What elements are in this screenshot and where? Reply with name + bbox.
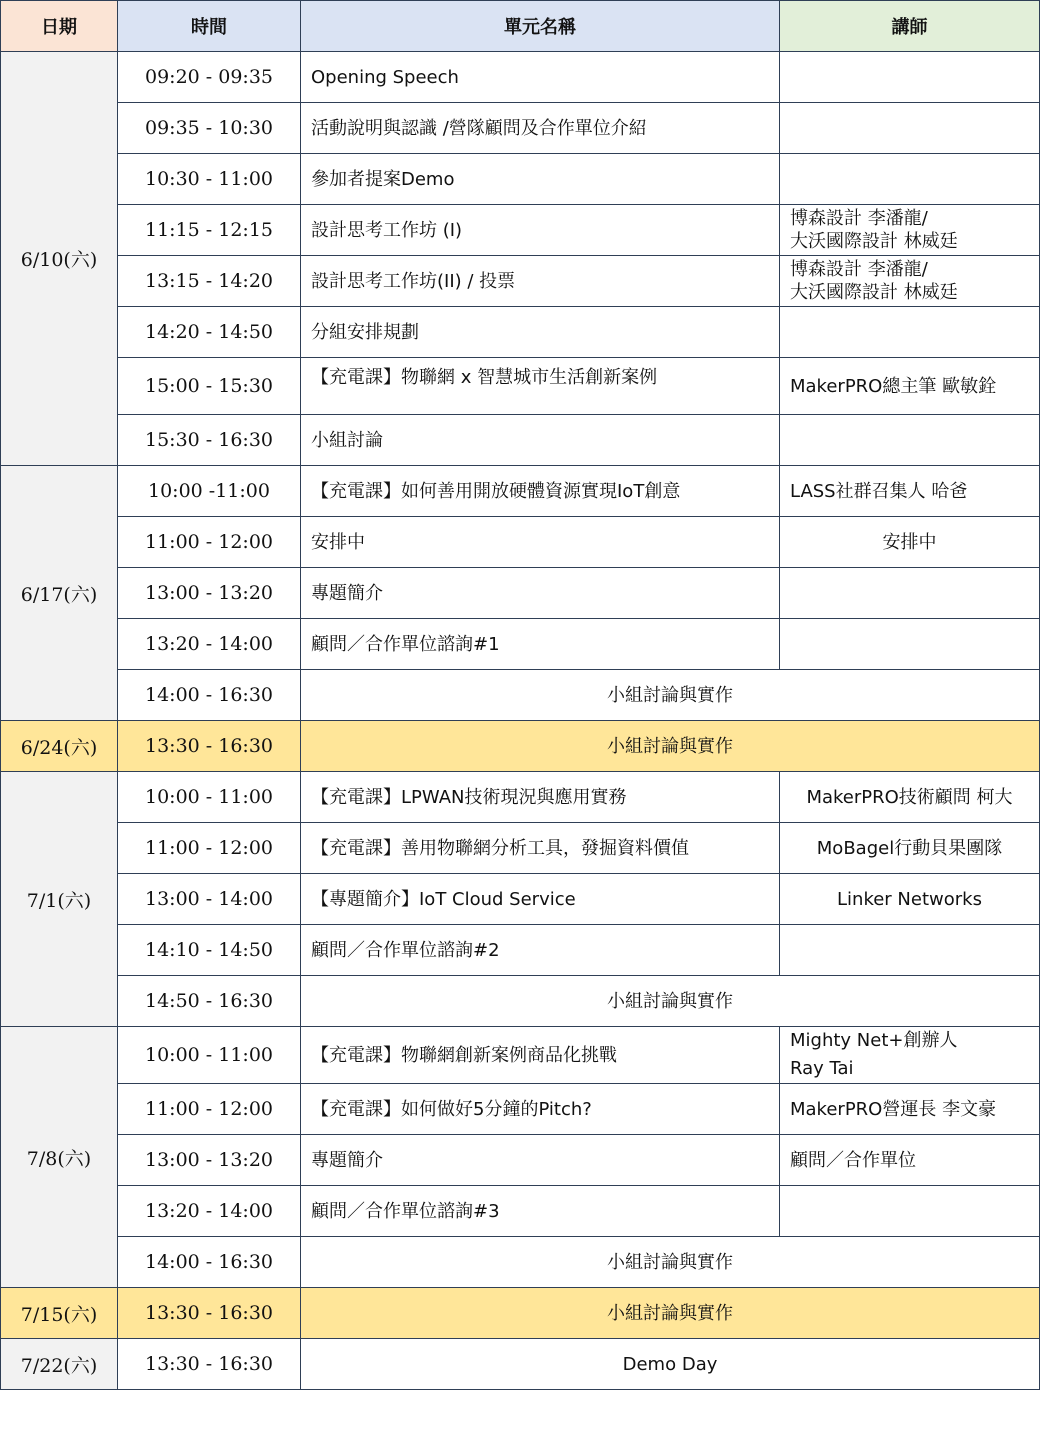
merged-cell: 小組討論與實作 — [301, 976, 1040, 1027]
table-row — [1, 256, 1040, 307]
teacher-cell — [780, 1186, 1040, 1237]
teacher-cell: Linker Networks — [780, 874, 1040, 925]
header-unit: 單元名稱 — [301, 1, 780, 52]
time-cell: 09:20 - 09:35 — [118, 52, 301, 103]
teacher-line: 大沃國際設計 林威廷 — [790, 282, 958, 303]
teacher-line: Ray Tai — [790, 1058, 854, 1079]
time-cell: 11:15 - 12:15 — [118, 205, 301, 256]
table-row — [1, 1027, 1040, 1084]
time-cell: 11:00 - 12:00 — [118, 517, 301, 568]
date-cell: 6/10(六) — [1, 52, 118, 466]
table-row — [1, 772, 1040, 823]
unit-cell: 設計思考工作坊(II) / 投票 — [301, 256, 780, 307]
merged-cell: 小組討論與實作 — [301, 1288, 1040, 1339]
unit-cell: 專題簡介 — [301, 1135, 780, 1186]
unit-cell: 參加者提案Demo — [301, 154, 780, 205]
teacher-cell: MoBagel行動貝果團隊 — [780, 823, 1040, 874]
table-row — [1, 721, 1040, 772]
time-cell: 14:00 - 16:30 — [118, 1237, 301, 1288]
time-cell: 10:30 - 11:00 — [118, 154, 301, 205]
time-cell: 15:00 - 15:30 — [118, 358, 301, 415]
time-cell: 14:50 - 16:30 — [118, 976, 301, 1027]
teacher-line: 大沃國際設計 林威廷 — [790, 231, 958, 252]
unit-cell: 安排中 — [301, 517, 780, 568]
merged-cell: 小組討論與實作 — [301, 721, 1040, 772]
teacher-cell — [780, 103, 1040, 154]
unit-cell: 小組討論 — [301, 415, 780, 466]
table-row — [1, 358, 1040, 415]
unit-cell: 【充電課】物聯網創新案例商品化挑戰 — [301, 1027, 780, 1084]
table-row — [1, 925, 1040, 976]
table-row — [1, 823, 1040, 874]
table-row — [1, 976, 1040, 1027]
table-row — [1, 619, 1040, 670]
teacher-cell — [780, 205, 1040, 256]
teacher-line: 博森設計 李潘龍/ — [790, 258, 928, 280]
table-row — [1, 205, 1040, 256]
date-cell: 6/24(六) — [1, 721, 118, 772]
time-cell: 09:35 - 10:30 — [118, 103, 301, 154]
table-row — [1, 52, 1040, 103]
table-row — [1, 415, 1040, 466]
teacher-line: 博森設計 李潘龍/ — [790, 207, 928, 229]
teacher-cell: MakerPRO技術顧問 柯大 — [780, 772, 1040, 823]
teacher-cell: LASS社群召集人 哈爸 — [780, 466, 1040, 517]
header-teacher: 講師 — [780, 1, 1040, 52]
time-cell: 13:15 - 14:20 — [118, 256, 301, 307]
unit-cell: 顧問／合作單位諮詢#3 — [301, 1186, 780, 1237]
unit-cell: 專題簡介 — [301, 568, 780, 619]
merged-cell: 小組討論與實作 — [301, 1237, 1040, 1288]
time-cell: 13:30 - 16:30 — [118, 1288, 301, 1339]
table-row — [1, 568, 1040, 619]
teacher-cell — [780, 619, 1040, 670]
date-cell: 7/22(六) — [1, 1339, 118, 1390]
time-cell: 13:20 - 14:00 — [118, 1186, 301, 1237]
teacher-cell — [780, 1027, 1040, 1084]
time-cell: 14:10 - 14:50 — [118, 925, 301, 976]
time-cell: 13:00 - 13:20 — [118, 568, 301, 619]
table-row — [1, 1237, 1040, 1288]
date-cell: 7/15(六) — [1, 1288, 118, 1339]
unit-cell: 活動說明與認識 /營隊顧問及合作單位介紹 — [301, 103, 780, 154]
time-cell: 14:20 - 14:50 — [118, 307, 301, 358]
table-row — [1, 466, 1040, 517]
unit-cell: Opening Speech — [301, 52, 780, 103]
teacher-line: Mighty Net+創辦人 — [790, 1030, 958, 1052]
teacher-cell — [780, 925, 1040, 976]
time-cell: 13:30 - 16:30 — [118, 721, 301, 772]
time-cell: 10:00 -11:00 — [118, 466, 301, 517]
teacher-cell — [780, 568, 1040, 619]
unit-cell: 【充電課】善用物聯網分析工具，發掘資料價值 — [301, 823, 780, 874]
table-row — [1, 1084, 1040, 1135]
teacher-cell: MakerPRO營運長 李文豪 — [780, 1084, 1040, 1135]
time-cell: 13:00 - 13:20 — [118, 1135, 301, 1186]
teacher-cell — [780, 154, 1040, 205]
time-cell: 11:00 - 12:00 — [118, 1084, 301, 1135]
time-cell: 10:00 - 11:00 — [118, 1027, 301, 1084]
unit-cell: 【充電課】LPWAN技術現況與應用實務 — [301, 772, 780, 823]
teacher-cell — [780, 307, 1040, 358]
table-row — [1, 307, 1040, 358]
unit-cell: 顧問／合作單位諮詢#1 — [301, 619, 780, 670]
unit-cell: 設計思考工作坊 (I) — [301, 205, 780, 256]
unit-cell: 【充電課】物聯網 x 智慧城市生活創新案例 — [301, 358, 780, 415]
header-time: 時間 — [118, 1, 301, 52]
table-row — [1, 1339, 1040, 1390]
teacher-cell — [780, 256, 1040, 307]
time-cell: 10:00 - 11:00 — [118, 772, 301, 823]
time-cell: 11:00 - 12:00 — [118, 823, 301, 874]
date-cell: 7/8(六) — [1, 1027, 118, 1288]
time-cell: 13:30 - 16:30 — [118, 1339, 301, 1390]
unit-cell: 分組安排規劃 — [301, 307, 780, 358]
table-row — [1, 154, 1040, 205]
table-row — [1, 1186, 1040, 1237]
time-cell: 13:00 - 14:00 — [118, 874, 301, 925]
teacher-cell: MakerPRO總主筆 歐敏銓 — [780, 358, 1040, 415]
time-cell: 15:30 - 16:30 — [118, 415, 301, 466]
table-row — [1, 1135, 1040, 1186]
time-cell: 13:20 - 14:00 — [118, 619, 301, 670]
unit-cell: 【專題簡介】IoT Cloud Service — [301, 874, 780, 925]
date-cell: 6/17(六) — [1, 466, 118, 721]
table-row — [1, 517, 1040, 568]
teacher-cell: 顧問／合作單位 — [780, 1135, 1040, 1186]
teacher-cell — [780, 52, 1040, 103]
table-row — [1, 874, 1040, 925]
unit-cell: 【充電課】如何做好5分鐘的Pitch? — [301, 1084, 780, 1135]
unit-cell: 顧問／合作單位諮詢#2 — [301, 925, 780, 976]
table-row — [1, 670, 1040, 721]
date-cell: 7/1(六) — [1, 772, 118, 1027]
time-cell: 14:00 - 16:30 — [118, 670, 301, 721]
header-date: 日期 — [1, 1, 118, 52]
table-row — [1, 1288, 1040, 1339]
teacher-cell: 安排中 — [780, 517, 1040, 568]
table-row — [1, 103, 1040, 154]
merged-cell: Demo Day — [301, 1339, 1040, 1390]
merged-cell: 小組討論與實作 — [301, 670, 1040, 721]
teacher-cell — [780, 415, 1040, 466]
unit-cell: 【充電課】如何善用開放硬體資源實現IoT創意 — [301, 466, 780, 517]
